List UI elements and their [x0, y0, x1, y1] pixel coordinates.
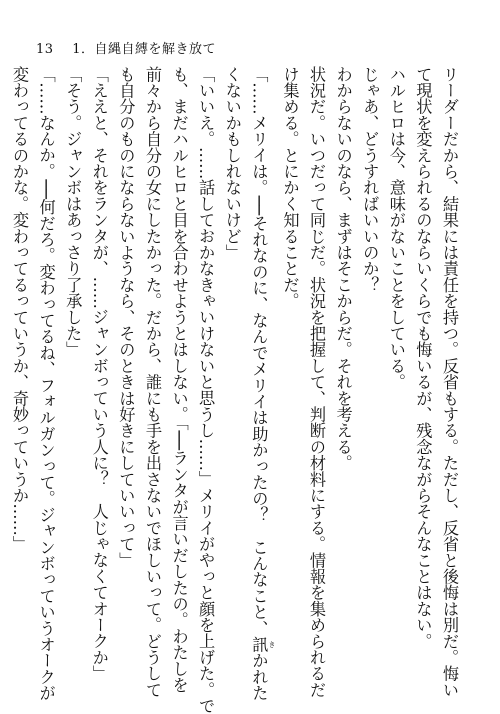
running-header — [36, 38, 216, 57]
text-line: わからないのなら、まずはそこからだ。それを考える。 — [333, 66, 353, 471]
text-line: じゃあ、どうすればいいのか？ — [360, 66, 380, 293]
text-line: 前々から自分の女にしたかった。だから、誰にも手を出さないでほしいって。どうして — [142, 66, 162, 698]
chapter-title: 1．自縄自縛を解き放て — [72, 42, 216, 57]
text-line: くないかもしれないけど」 — [222, 66, 242, 261]
text-line: 「そう。ジャンボはあっさり了承した」 — [63, 66, 83, 358]
text-line: も自分のものにならないようなら、そのときは好きにしていいって」 — [116, 66, 136, 569]
text-line: も、まだハルヒロと目を合わせようとはしない。「──ランタが言いだしたの。わたしを — [169, 66, 189, 693]
text-line: 「……なんか。──何だろ。変わってるね、フォルガンって。ジャンボっていうオークが — [36, 66, 56, 702]
text-line: リーダーだから、結果には責任を持つ。反省もする。ただし、反省と後悔は別だ。悔い — [440, 66, 459, 698]
ruby-annotation: 訊 き — [249, 636, 276, 653]
text-line: 変わってるのかな。変わってるっていうか、奇妙っていうか……」 — [10, 66, 29, 552]
text-line: 「ええと、それをランタが、……ジャンボっていう人に？ 人じゃなくてオークか」 — [89, 66, 109, 682]
ruby-reading: き — [267, 636, 276, 653]
page-number: 13 — [36, 42, 54, 57]
text-line: け集める。とにかく知ることだ。 — [280, 66, 300, 309]
text-line: て現状を変えられるのならいくらでも悔いるが、残念ながらそんなことはない。 — [413, 66, 433, 650]
text-line: 「いいえ。……話しておかなきゃいけないと思うし……」メリイがやっと顔を上げた。で — [196, 66, 216, 714]
text-line: 状況だ。いつだって同じだ。状況を把握して、判断の材料にする。情報を集められるだ — [307, 66, 327, 698]
text-line: ハルヒロは今、意味がないことをしている。 — [386, 66, 406, 390]
vertical-body-text — [10, 66, 462, 714]
text-line: 「……メリイは。──それなのに、なんでメリイは助かったの？ こんなこと、訊 きかれた — [249, 66, 276, 702]
